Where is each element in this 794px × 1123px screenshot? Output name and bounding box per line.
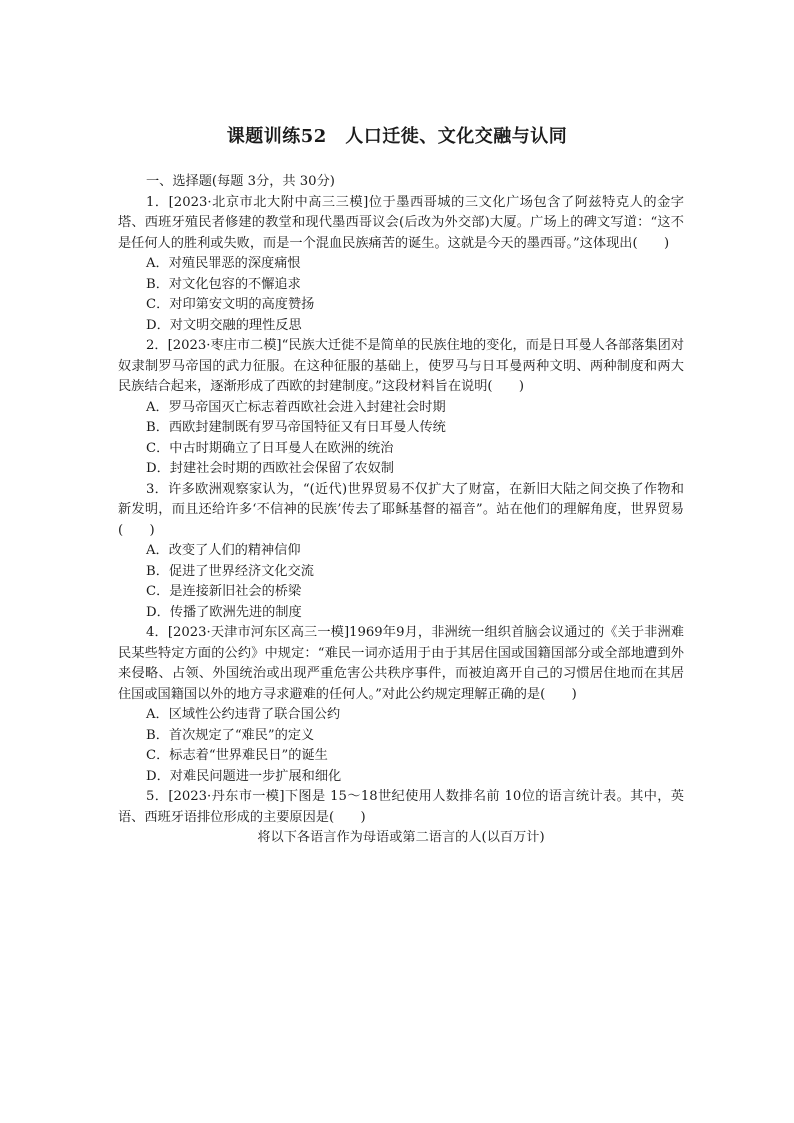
page-title: 课题训练52 人口迁徙、文化交融与认同 (226, 126, 568, 147)
option-d: D．对难民问题进一步扩展和细化 (146, 768, 342, 784)
question-2-stem: 2．[2023·枣庄市二模]“民族大迁徙不是简单的民族住地的变化，而是日耳曼人各部落集团对奴隶制罗马帝国的武力征服。在这种征服的基础上，使罗马与日耳曼两种文明、两种制度和两大民族结合起来，逐渐形成了西欧的封建制度。”这段材料旨在说明( ) (118, 338, 684, 394)
option-b: B．西欧封建制既有罗马帝国特征又有日耳曼人传统 (146, 420, 446, 435)
table-caption: 将以下各语言作为母语或第二语言的人(以百万计) (257, 830, 545, 845)
option-a: A．罗马帝国灭亡标志着西欧社会进入封建社会时期 (146, 399, 446, 415)
option-a: A．对殖民罪恶的深度痛恨 (146, 256, 301, 271)
question-3-stem: 3．许多欧洲观察家认为，“(近代)世界贸易不仅扩大了财富，在新旧大陆之间交换了作物和新发明，而且还给许多‘不信神的民族’传去了耶稣基督的福音”。站在他们的理解角度，世界贸易( ) (118, 481, 684, 538)
option-c: C．对印第安文明的高度赞扬 (146, 297, 315, 312)
option-b: B．促进了世界经济文化交流 (146, 563, 314, 579)
option-c: C．是连接新旧社会的桥梁 (146, 584, 302, 599)
option-d: D．封建社会时期的西欧社会保留了农奴制 (146, 461, 394, 476)
question-5-stem: 5．[2023·丹东市一模]下图是 15～18世纪使用人数排名前 10位的语言统计表。其中，英语、西班牙语排位形成的主要原因是( ) (118, 789, 684, 825)
option-c: C．中古时期确立了日耳曼人在欧洲的统治 (146, 440, 394, 456)
section-heading: 一、选择题(每题 3分，共 30分) (146, 174, 335, 189)
question-1-stem: 1．[2023·北京市北大附中高三三模]位于墨西哥城的三文化广场包含了阿兹特克人的金字塔、西班牙殖民者修建的教堂和现代墨西哥议会(后改为外交部)大厦。广场上的碑文写道：“这不是任何人的胜利或失败，而是一个混血民族痛苦的诞生。这就是今天的墨西哥。”这体现出( ) (118, 194, 684, 251)
option-b: B．首次规定了“难民”的定义 (146, 727, 315, 743)
document-body (118, 172, 684, 849)
option-d: D．对文明交融的理性反思 (146, 317, 302, 333)
question-1-options (118, 254, 684, 336)
question-3-options (118, 541, 684, 623)
option-a: A．区域性公约违背了联合国公约 (146, 707, 341, 722)
question-4-options (118, 705, 684, 787)
question-4-stem: 4．[2023·天津市河东区高三一模]1969年9月，非洲统一组织首脑会议通过的《关于非洲难民某些特定方面的公约》中规定：“难民一词亦适用于由于其居住国或国籍国部分或全部地遭到外来侵略、占领、外国统治或出现严重危害公共秩序事件，而被迫离开自己的习惯居住地而在其居住国或国籍国以外的地方寻求避难的任何人。”对此公约规定理解正确的是( ) (118, 625, 684, 702)
option-c: C．标志着“世界难民日”的诞生 (146, 748, 328, 763)
option-d: D．传播了欧洲先进的制度 (146, 604, 302, 620)
option-a: A．改变了人们的精神信仰 (146, 543, 301, 558)
question-2-options (118, 398, 684, 480)
option-b: B．对文化包容的不懈追求 (146, 276, 301, 292)
